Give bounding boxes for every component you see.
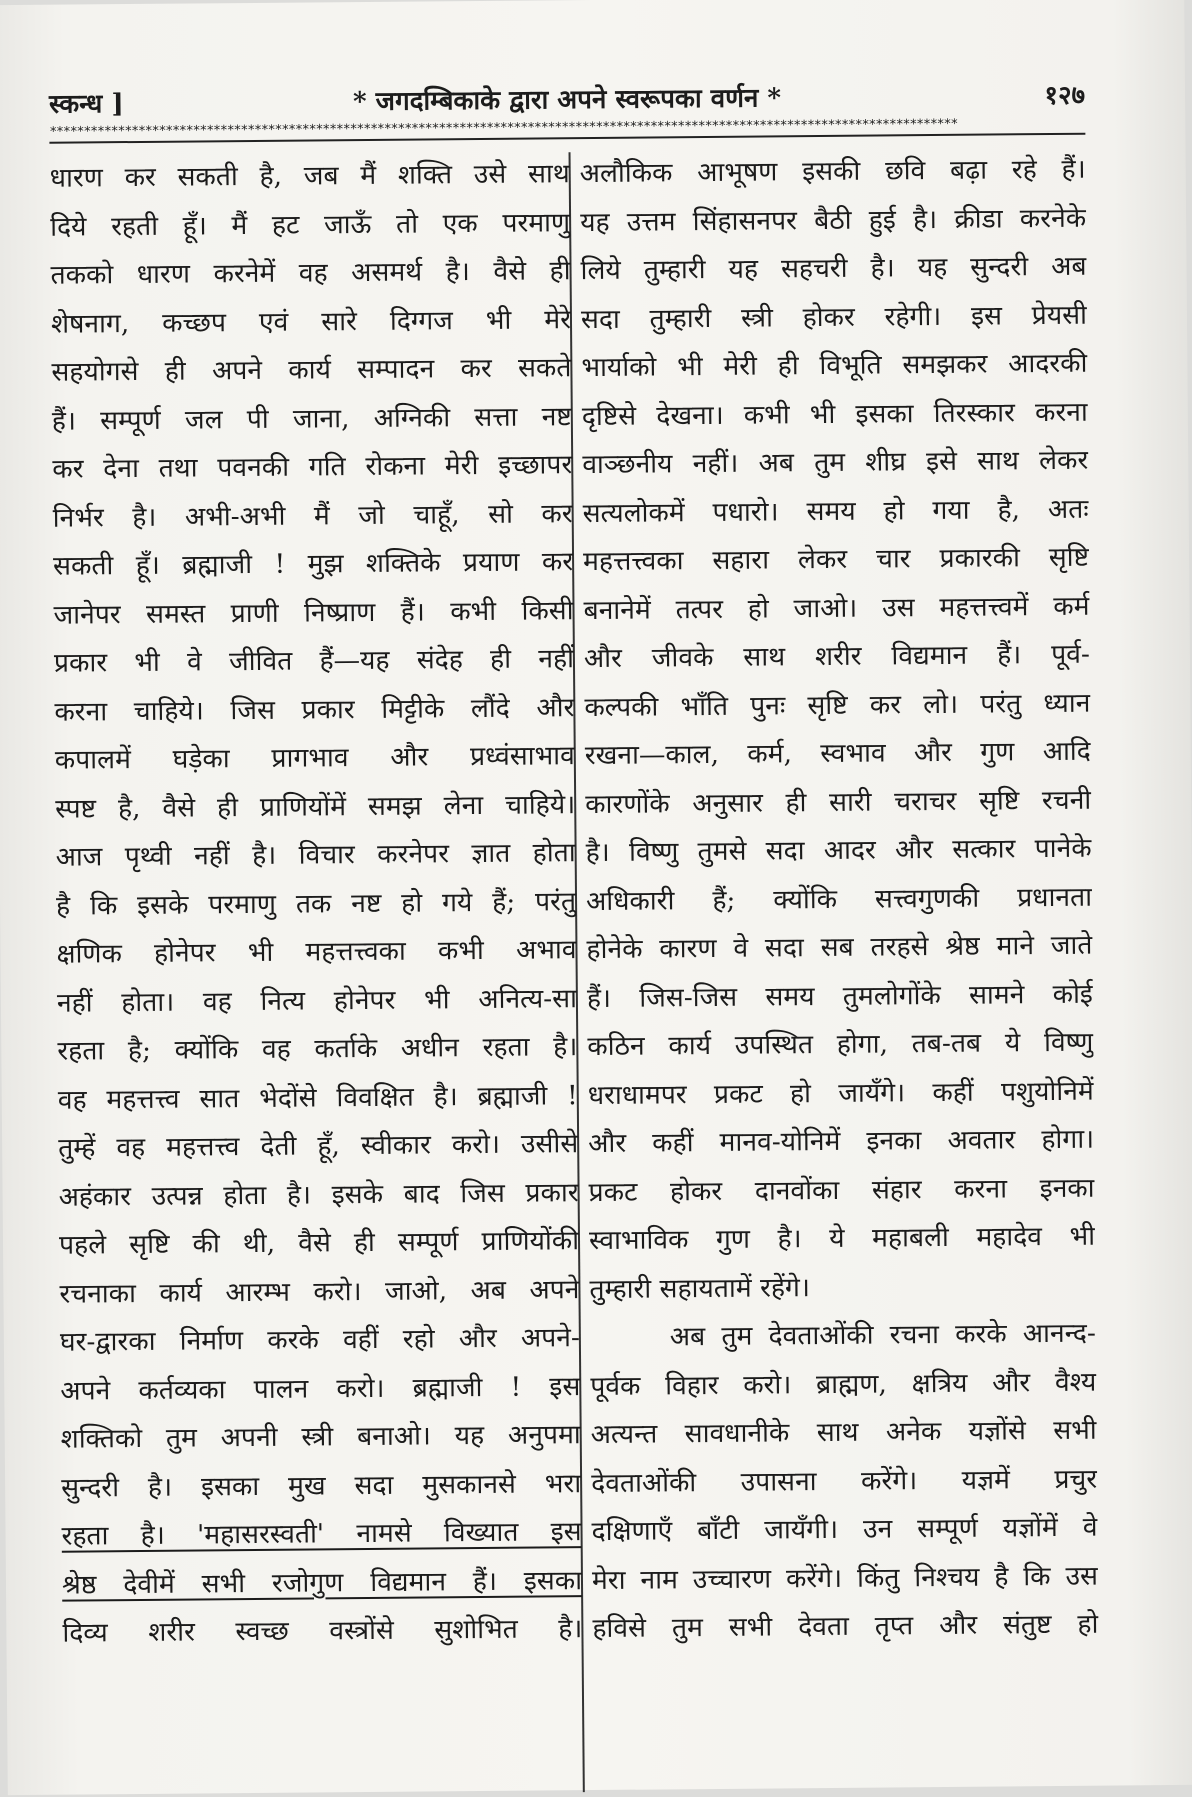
text-line: अहंकार उत्पन्न होता है। इसके बाद जिस प्रकार [58, 1176, 579, 1213]
text-line: वह महत्तत्त्व सात भेदोंसे विवक्षित है। ब्रह्माजी ! [57, 1079, 578, 1116]
text-line: है। विष्णु तुमसे सदा आदर और सत्कार पानेके [585, 832, 1092, 869]
text-line: प्रकट होकर दानवोंका संहार करना इनका [588, 1172, 1095, 1208]
text-line: हविसे तुम सभी देवता तृप्त और संतुष्ट हो [592, 1608, 1099, 1645]
text-line: अलौकिक आभूषण इसकी छवि बढ़ा रहे हैं। [579, 153, 1086, 190]
text-line: रचनाका कार्य आरम्भ करो। जाओ, अब अपने [59, 1273, 580, 1310]
text-line: होनेके कारण वे सदा सब तरहसे श्रेष्ठ माने जाते [586, 929, 1093, 966]
text-line: अधिकारी हैं; क्योंकि सत्त्वगुणकी प्रधानता [585, 881, 1093, 917]
right-column [579, 146, 1098, 1654]
text-line: करना चाहिये। जिस प्रकार मिट्टीके लौंदे और [54, 691, 575, 728]
text-line: स्वाभाविक गुण है। ये महाबली महादेव भी [588, 1220, 1096, 1257]
text-line: निर्भर है। अभी-अभी मैं जो चाहूँ, सो कर [52, 497, 573, 534]
text-line: रखना—काल, कर्म, स्वभाव और गुण आदि [584, 735, 1091, 772]
text-line: स्पष्ट है, वैसे ही प्राणियोंमें समझ लेना चाहिये। [55, 788, 576, 825]
text-line: लिये तुम्हारी यह सहचरी है। यह सुन्दरी अब [580, 250, 1087, 287]
star-border: ************************************************************************************************************************************* [49, 116, 958, 140]
text-line: धराधामपर प्रकट हो जायँगे। कहीं पशुयोनिमें [587, 1075, 1094, 1111]
text-line: धारण कर सकती है, जब मैं शक्ति उसे साथ [49, 158, 570, 194]
text-line: जानेपर समस्त प्राणी निष्प्राण हैं। कभी किसी [53, 594, 574, 631]
text-line: क्षणिक होनेपर भी महत्तत्त्वका कभी अभाव [56, 934, 577, 970]
text-line: शेषनाग, कच्छप एवं सारे दिग्गज भी मेरे [50, 303, 572, 340]
text-line: तुम्हें वह महत्तत्त्व देती हूँ, स्वीकार करो। उसीसे [58, 1128, 579, 1164]
text-line: पहले सृष्टि की थी, वैसे ही सम्पूर्ण प्राणियोंकी [58, 1225, 580, 1261]
left-column [50, 150, 583, 1658]
text-line: और जीवके साथ शरीर विद्यमान हैं। पूर्व- [583, 638, 1091, 675]
text-line: पूर्वक विहार करो। ब्राह्मण, क्षत्रिय और वैश्य [590, 1366, 1097, 1402]
text-line: घर-द्वारका निर्माण करके वहीं रहो और अपने- [59, 1322, 580, 1358]
text-line: प्रकार भी वे जीवित हैं—यह संदेह ही नहीं [53, 643, 575, 679]
text-line: अत्यन्त सावधानीके साथ अनेक यज्ञोंसे सभी [590, 1414, 1097, 1451]
text-line: यह उत्तम सिंहासनपर बैठी हुई है। क्रीडा करनेके [579, 202, 1087, 238]
text-line: तुम्हारी सहायतामें रहेंगे। [589, 1271, 811, 1305]
text-line: दक्षिणाएँ बाँटी जायँगी। उन सम्पूर्ण यज्ञोंमें वे [591, 1511, 1098, 1548]
text-line: सहयोगसे ही अपने कार्य सम्पादन कर सकते [51, 352, 572, 388]
text-line: आज पृथ्वी नहीं है। विचार करनेपर ज्ञात होता [55, 837, 576, 873]
text-line: अपने कर्तव्यका पालन करो। ब्रह्माजी ! इस [60, 1370, 581, 1407]
text-line: कल्पकी भाँति पुनः सृष्टि कर लो। परंतु ध्यान [584, 687, 1091, 723]
text-line: रहता है; क्योंकि वह कर्ताके अधीन रहता है। [57, 1031, 578, 1067]
text-line: कठिन कार्य उपस्थित होगा, तब-तब ये विष्णु [587, 1026, 1094, 1063]
text-line: वाञ्छनीय नहीं। अब तुम शीघ्र इसे साथ लेकर [582, 444, 1089, 481]
text-line: दिये रहती हूँ। मैं हट जाऊँ तो एक परमाणु [50, 206, 571, 243]
text-line: श्रेष्ठ देवीमें सभी रजोगुण विद्यमान हैं। इसका [61, 1564, 583, 1601]
text-line: रहता है। 'महासरस्वती' नामसे विख्यात इस [61, 1516, 582, 1552]
text-line: हैं। सम्पूर्ण जल पी जाना, अग्निकी सत्ता नष्ट [51, 400, 572, 437]
text-line: और कहीं मानव-योनिमें इनका अवतार होगा। [588, 1123, 1095, 1160]
text-line: हैं। जिस-जिस समय तुमलोगोंके सामने कोई [586, 978, 1094, 1014]
text-line: दृष्टिसे देखना। कभी भी इसका तिरस्कार करना [581, 396, 1088, 432]
text-line: भार्याको भी मेरी ही विभूति समझकर आदरकी [581, 347, 1088, 384]
text-line: महत्तत्त्वका सहारा लेकर चार प्रकारकी सृष्टि [582, 541, 1090, 578]
text-line: नहीं होता। वह नित्य होनेपर भी अनित्य-सा [56, 982, 578, 1019]
chapter-title: * जगदम्बिकाके द्वारा अपने स्वरूपका वर्णन * [352, 83, 782, 118]
text-line: सत्यलोकमें पधारो। समय हो गया है, अतः [582, 493, 1089, 529]
text-line: कारणोंके अनुसार ही सारी चराचर सृष्टि रचनी [585, 784, 1092, 820]
text-line: कपालमें घड़ेका प्रागभाव और प्रध्वंसाभाव [54, 740, 575, 776]
text-line: दिव्य शरीर स्वच्छ वस्त्रोंसे सुशोभित है। [62, 1613, 583, 1649]
text-line: शक्तिको तुम अपनी स्त्री बनाओ। यह अनुपमा [60, 1419, 581, 1455]
text-line: मेरा नाम उच्चारण करेंगे। किंतु निश्चय है कि उस [591, 1560, 1099, 1596]
text-line: बनानेमें तत्पर हो जाओ। उस महत्तत्त्वमें कर्म [583, 590, 1090, 626]
section-label: स्कन्ध ] [48, 89, 124, 120]
text-line: अब तुम देवताओंकी रचना करके आनन्द- [669, 1317, 1096, 1353]
text-line: तकको धारण करनेमें वह असमर्थ है। वैसे ही [50, 255, 571, 291]
text-line: कर देना तथा पवनकी गति रोकना मेरी इच्छापर [52, 449, 573, 485]
text-line: सदा तुम्हारी स्त्री होकर रहेगी। इस प्रेयसी [580, 299, 1088, 335]
text-line: देवताओंकी उपासना करेंगे। यज्ञमें प्रचुर [590, 1463, 1098, 1499]
text-line: सुन्दरी है। इसका मुख सदा मुसकानसे भरा [61, 1467, 582, 1504]
text-line: सकती हूँ। ब्रह्माजी ! मुझ शक्तिके प्रयाण कर [52, 546, 574, 582]
page-number: १२७ [1044, 80, 1086, 112]
text-line: है कि इसके परमाणु तक नष्ट हो गये हैं; परंतु [55, 885, 577, 922]
